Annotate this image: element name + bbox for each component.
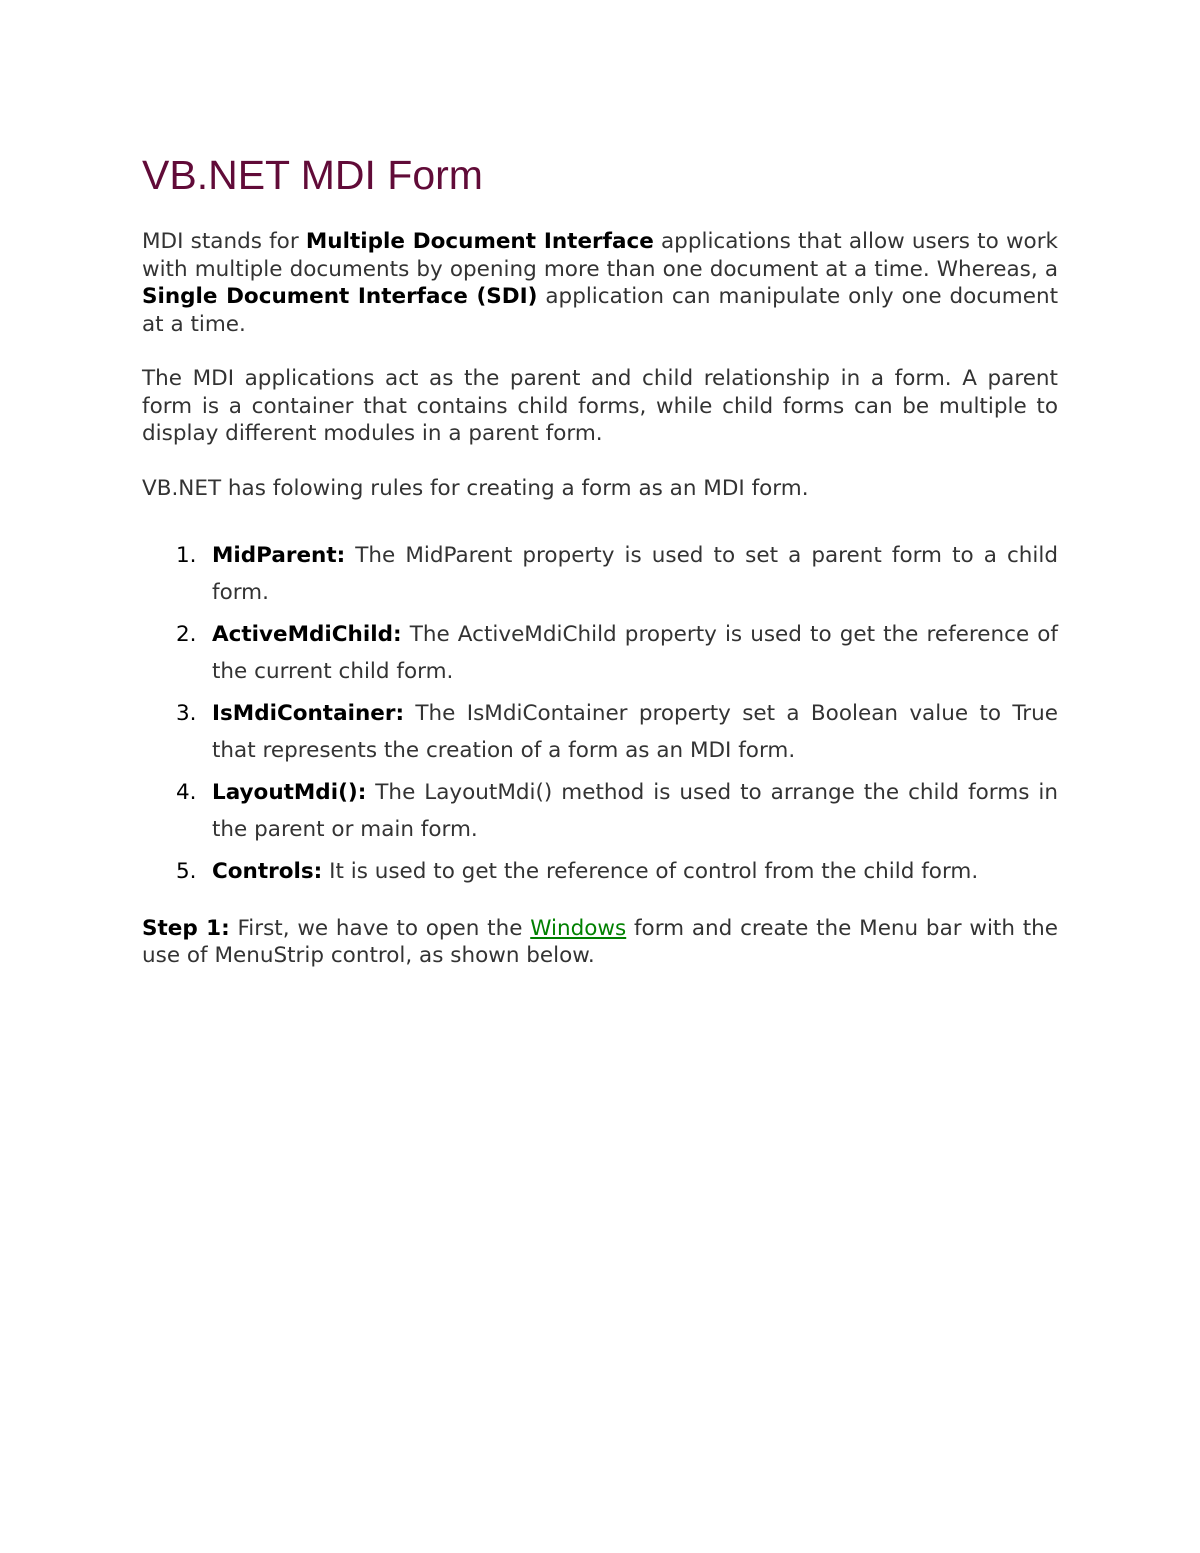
windows-link[interactable]: Windows bbox=[530, 915, 627, 941]
intro-paragraph bbox=[142, 228, 1058, 338]
list-item bbox=[176, 854, 1058, 891]
list-number: 3. bbox=[176, 701, 197, 726]
rule-term: LayoutMdi(): bbox=[212, 780, 367, 805]
list-item bbox=[176, 538, 1058, 611]
intro-bold-mdi: Multiple Document Interface bbox=[305, 229, 654, 254]
step-text-2: form and create the Menu bar with the use of MenuStrip control, as shown below. bbox=[142, 915, 1059, 968]
step-label: Step 1: bbox=[142, 915, 230, 941]
list-item bbox=[176, 696, 1058, 769]
list-item bbox=[176, 617, 1058, 690]
intro-text-3: application can manipulate only one document at a time. bbox=[142, 284, 1059, 337]
rule-term: Controls: bbox=[212, 859, 323, 884]
rule-text: The MidParent property is used to set a parent form to a child form. bbox=[212, 543, 1058, 605]
intro-text-1: MDI stands for bbox=[142, 229, 306, 254]
list-number: 2. bbox=[176, 622, 197, 647]
rule-term: MidParent: bbox=[212, 543, 346, 568]
rule-text: The LayoutMdi() method is used to arrange the child forms in the parent or main form. bbox=[212, 780, 1058, 842]
list-number: 5. bbox=[176, 859, 197, 884]
rule-text: The IsMdiContainer property set a Boolean value to True that represents the creation of a form as an MDI form. bbox=[212, 701, 1058, 763]
step-1-paragraph bbox=[142, 915, 1058, 970]
relationship-paragraph: The MDI applications act as the parent and child relationship in a form. A parent form is a container that contains child forms, while child forms can be multiple to display different modules in a parent form. bbox=[142, 366, 1058, 446]
intro-bold-sdi: Single Document Interface (SDI) bbox=[142, 284, 538, 309]
rule-text: It is used to get the reference of control from the child form. bbox=[322, 859, 979, 884]
step-text-1: First, we have to open the bbox=[229, 915, 531, 941]
intro-text-2: applications that allow users to work with multiple documents by opening more than one document at a time. Whereas, a bbox=[142, 229, 1058, 282]
list-number: 4. bbox=[176, 780, 197, 805]
rule-term: IsMdiContainer: bbox=[212, 701, 405, 726]
list-number: 1. bbox=[176, 543, 197, 568]
rules-intro-paragraph: VB.NET has folowing rules for creating a form as an MDI form. bbox=[142, 475, 809, 501]
rule-term: ActiveMdiChild: bbox=[212, 622, 402, 647]
rule-text: The ActiveMdiChild property is used to get the reference of the current child form. bbox=[212, 622, 1058, 684]
list-item bbox=[176, 775, 1058, 848]
rules-list bbox=[142, 538, 1058, 891]
document-page bbox=[142, 150, 1058, 997]
page-title: VB.NET MDI Form bbox=[142, 152, 483, 198]
